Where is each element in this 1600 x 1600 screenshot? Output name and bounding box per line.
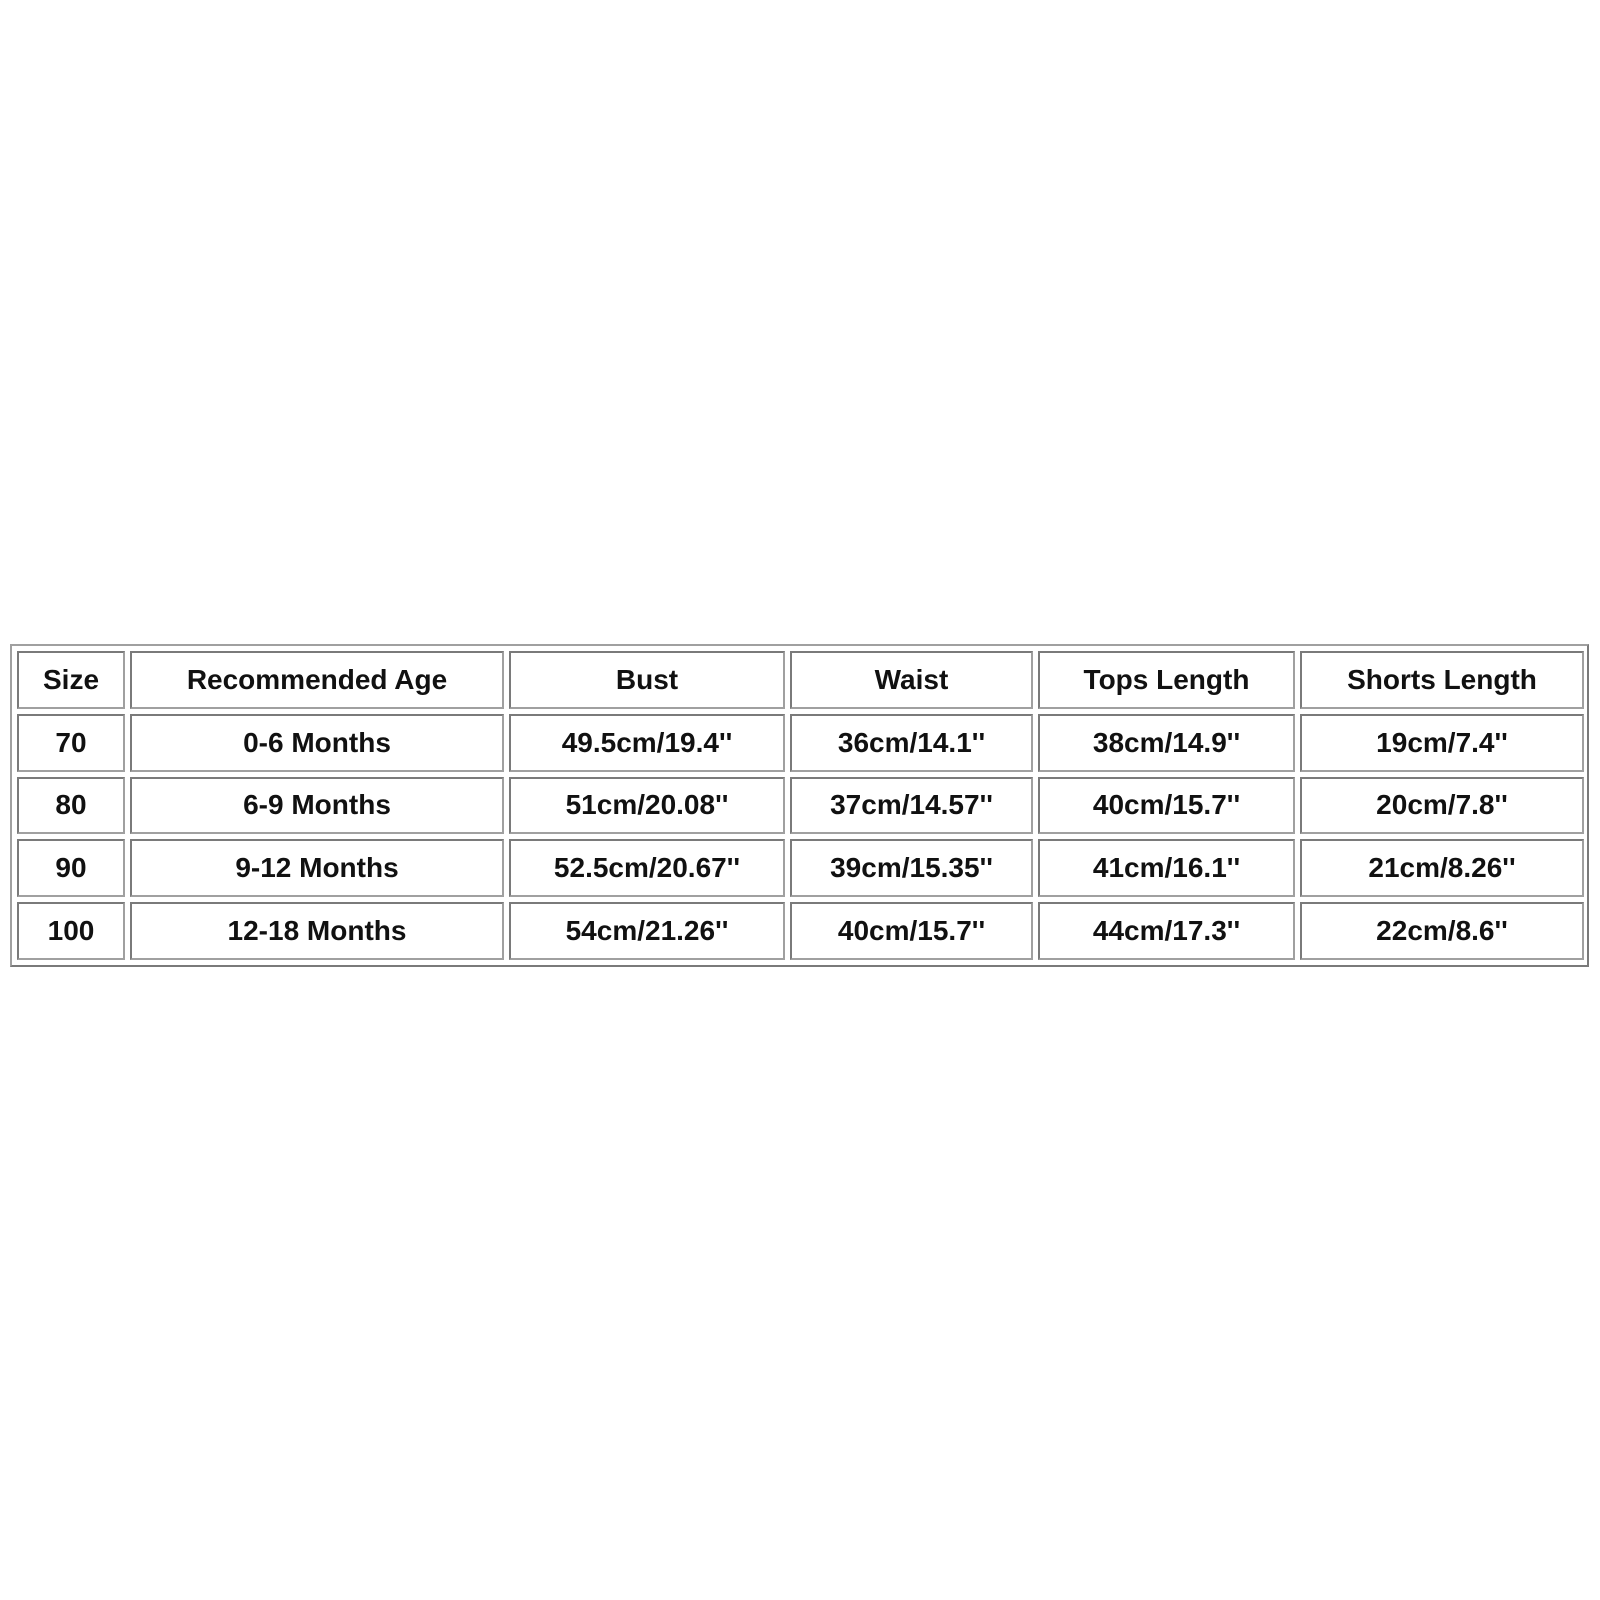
cell-size: 80 bbox=[17, 777, 125, 835]
table-row bbox=[17, 902, 1584, 960]
size-chart-table bbox=[12, 646, 1589, 965]
table-row bbox=[17, 777, 1584, 835]
cell-tops-length: 38cm/14.9'' bbox=[1038, 714, 1295, 772]
header-tops-length: Tops Length bbox=[1038, 651, 1295, 709]
cell-shorts-length: 21cm/8.26'' bbox=[1300, 839, 1584, 897]
cell-tops-length: 44cm/17.3'' bbox=[1038, 902, 1295, 960]
cell-waist: 37cm/14.57'' bbox=[790, 777, 1033, 835]
cell-size: 100 bbox=[17, 902, 125, 960]
cell-size: 70 bbox=[17, 714, 125, 772]
cell-shorts-length: 19cm/7.4'' bbox=[1300, 714, 1584, 772]
header-size: Size bbox=[17, 651, 125, 709]
size-chart-table-frame bbox=[10, 644, 1589, 967]
cell-tops-length: 40cm/15.7'' bbox=[1038, 777, 1295, 835]
cell-waist: 40cm/15.7'' bbox=[790, 902, 1033, 960]
cell-recommended-age: 12-18 Months bbox=[130, 902, 504, 960]
cell-size: 90 bbox=[17, 839, 125, 897]
cell-shorts-length: 20cm/7.8'' bbox=[1300, 777, 1584, 835]
cell-tops-length: 41cm/16.1'' bbox=[1038, 839, 1295, 897]
cell-bust: 54cm/21.26'' bbox=[509, 902, 785, 960]
cell-bust: 52.5cm/20.67'' bbox=[509, 839, 785, 897]
cell-waist: 36cm/14.1'' bbox=[790, 714, 1033, 772]
cell-recommended-age: 0-6 Months bbox=[130, 714, 504, 772]
header-shorts-length: Shorts Length bbox=[1300, 651, 1584, 709]
cell-recommended-age: 6-9 Months bbox=[130, 777, 504, 835]
cell-bust: 51cm/20.08'' bbox=[509, 777, 785, 835]
table-row bbox=[17, 839, 1584, 897]
cell-shorts-length: 22cm/8.6'' bbox=[1300, 902, 1584, 960]
cell-waist: 39cm/15.35'' bbox=[790, 839, 1033, 897]
header-waist: Waist bbox=[790, 651, 1033, 709]
cell-bust: 49.5cm/19.4'' bbox=[509, 714, 785, 772]
cell-recommended-age: 9-12 Months bbox=[130, 839, 504, 897]
header-recommended-age: Recommended Age bbox=[130, 651, 504, 709]
table-row bbox=[17, 714, 1584, 772]
header-bust: Bust bbox=[509, 651, 785, 709]
header-row bbox=[17, 651, 1584, 709]
